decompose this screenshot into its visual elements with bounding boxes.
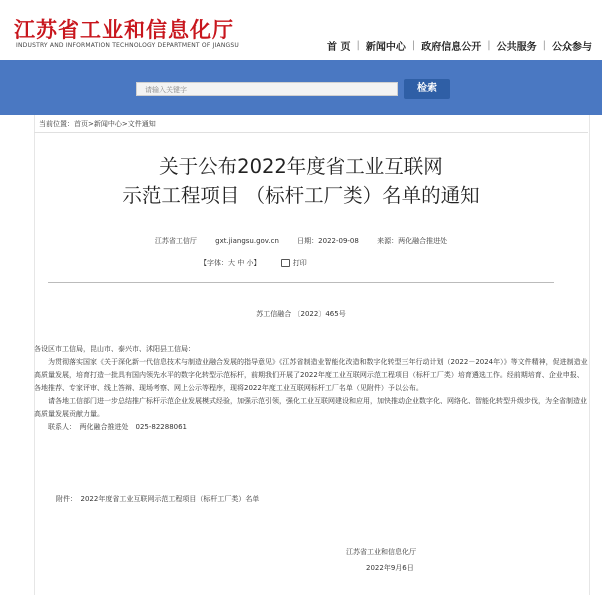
signature: 江苏省工业和信息化厅 (346, 548, 416, 556)
nav-separator: | (542, 40, 546, 51)
main-nav (327, 38, 592, 53)
breadcrumb-divider (34, 132, 588, 133)
paragraph: 请各地工信部门进一步总结推广标杆示范企业发展模式经验，加强示范引领，强化工业互联网建设和应用，加快推动企业数字化、网络化、智能化转型升级步伐，为全省制造业高质量发展贡献力量。 (34, 397, 587, 418)
article-meta (40, 236, 562, 246)
paragraph: 为贯彻落实国家《关于深化新一代信息技术与制造业融合发展的指导意见》《江苏省制造业智能化改造和数字化转型三年行动计划（2022－2024年）》等文件精神，促进制造业高质量发展，培育打造一批具有国内领先水平的数字化转型示范标杆，前期我们开展了2022年度工业互联网示范工程项目（标杆工厂类）培育遴选工作。经前期培育、企业申报、各地推荐、专家评审、线上答辩、现场考察、网上公示等程序，现将2022年度工业互联网标杆工厂名单（见附件）予以公布。 (34, 358, 588, 392)
article-date: 日期：2022-09-08 (297, 237, 359, 245)
title-line-1: 关于公布2022年度省工业互联网 (159, 155, 443, 178)
font-size-label: 【字体： (200, 259, 228, 267)
nav-item-participation[interactable]: 公众参与 (552, 42, 592, 53)
font-size-bracket: 】 (253, 259, 261, 267)
attachment-link[interactable]: 附件： 2022年度省工业互联网示范工程项目（标杆工厂类）名单 (56, 495, 260, 503)
nav-separator: | (487, 40, 491, 51)
font-small-button[interactable]: 小 (246, 259, 254, 267)
breadcrumb[interactable]: 当前位置：首页>新闻中心>文件通知 (39, 120, 156, 128)
article-body (34, 343, 588, 434)
nav-separator: | (356, 40, 360, 51)
nav-item-home[interactable]: 首 页 (327, 42, 351, 53)
contact-line: 联系人： 两化融合推进处 025-82288061 (48, 423, 188, 431)
article-title (40, 152, 562, 210)
article-site: gxt.jiangsu.gov.cn (215, 237, 279, 245)
print-label: 打印 (292, 259, 307, 267)
printer-icon (281, 259, 290, 267)
search-button[interactable]: 检索 (404, 79, 450, 99)
site-logo[interactable]: 江苏省工业和信息化厅 (14, 18, 234, 42)
nav-item-public-service[interactable]: 公共服务 (496, 42, 537, 53)
nav-separator: | (411, 40, 416, 51)
site-logo-english: INDUSTRY AND INFORMATION TECHNOLOGY DEPARTMENT OF JIANGSU (16, 42, 239, 49)
nav-item-gov-info[interactable]: 政府信息公开 (421, 42, 482, 53)
font-medium-button[interactable]: 中 (237, 259, 245, 267)
print-button[interactable] (281, 259, 307, 267)
font-size-controls (200, 258, 307, 268)
search-input[interactable]: 请输入关键字 (136, 82, 398, 96)
article-divider (48, 282, 554, 283)
font-large-button[interactable]: 大 (228, 259, 235, 267)
article-department: 来源：两化融合推进处 (377, 237, 448, 245)
nav-item-news[interactable]: 新闻中心 (365, 42, 406, 53)
salutation: 各设区市工信局，昆山市、泰兴市、沭阳县工信局： (34, 345, 195, 353)
title-line-2: 示范工程项目 （标杆工厂类）名单的通知 (122, 184, 480, 207)
document-number: 苏工信融合 〔2022〕465号 (256, 310, 346, 318)
site-header (0, 0, 602, 60)
article-source: 江苏省工信厅 (154, 237, 197, 245)
signature-date: 2022年9月6日 (366, 564, 414, 572)
